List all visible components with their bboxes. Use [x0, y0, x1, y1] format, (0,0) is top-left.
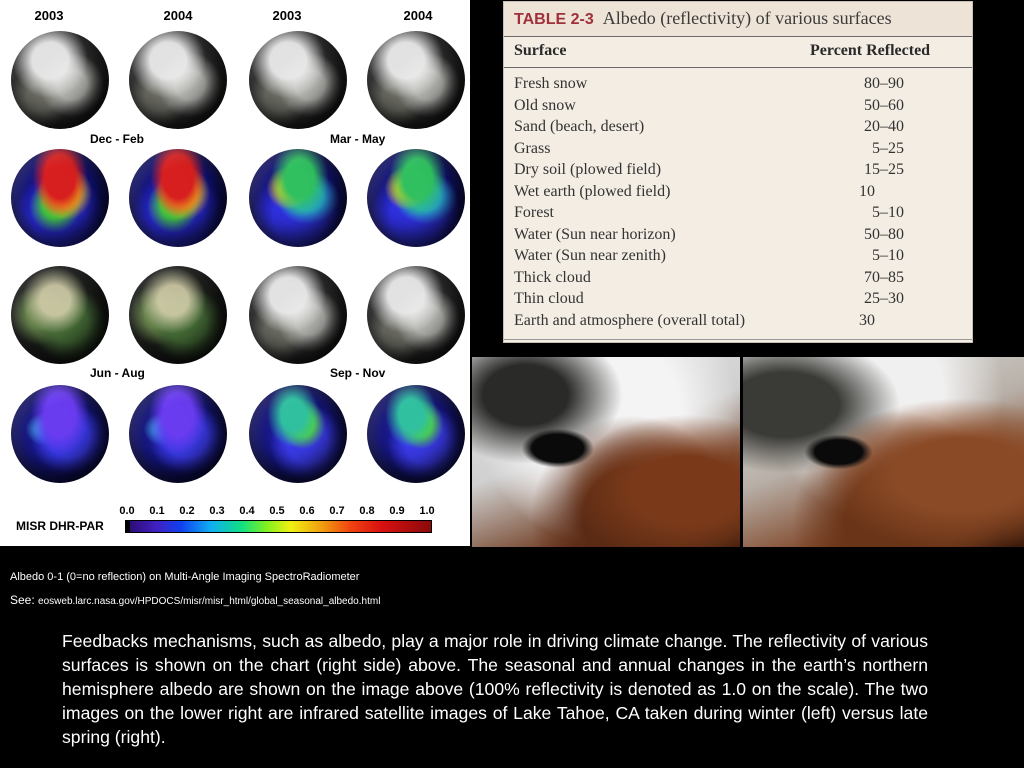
seasonal-albedo-figure: [0, 0, 470, 546]
scale-tick: 0.7: [329, 505, 345, 517]
percent-cell: 80–90: [864, 75, 904, 92]
table-rule: [504, 67, 972, 68]
percent-cell: 50–80: [864, 225, 904, 243]
globe-visible: [129, 31, 227, 129]
color-scale-cap: [125, 520, 130, 533]
surface-cell: Water (Sun near zenith): [514, 247, 666, 264]
surface-cell: Sand (beach, desert): [514, 118, 645, 135]
globe-visible: [11, 266, 109, 364]
color-scale-bar: [125, 520, 432, 533]
scale-title: MISR DHR-PAR: [16, 519, 104, 533]
surface-cell: Thick cloud: [514, 268, 591, 286]
table-row: [504, 312, 972, 334]
surface-cell: Earth and atmosphere (overall total): [514, 311, 746, 329]
table-title-text: Albedo (reflectivity) of various surfaces: [602, 8, 892, 28]
globe-albedo: [367, 385, 465, 483]
globe-visible: [249, 31, 347, 129]
source-url: eosweb.larc.nasa.gov/HPDOCS/misr/misr_html/global_seasonal_albedo.html: [38, 596, 381, 607]
globe-visible: [129, 266, 227, 364]
percent-cell: 5–10: [872, 204, 904, 221]
surface-cell: Fresh snow: [514, 75, 588, 92]
percent-cell: 5–10: [872, 247, 904, 264]
lake-tahoe-spring-image: [743, 357, 1024, 547]
surface-cell: Thin cloud: [514, 290, 584, 307]
scale-ticks: [112, 505, 442, 519]
table-number: TABLE 2-3: [514, 11, 594, 28]
table-body: [504, 75, 972, 333]
surface-cell: Old snow: [514, 96, 576, 114]
globe-albedo: [367, 149, 465, 247]
source-label: See:: [10, 593, 39, 607]
table-row: [504, 97, 972, 119]
table-row: [504, 161, 972, 183]
scale-tick: 0.6: [299, 505, 315, 517]
table-row: [504, 226, 972, 248]
season-label: Jun - Aug: [90, 366, 145, 380]
table-row: [504, 204, 972, 226]
globe-albedo: [11, 385, 109, 483]
globe-visible: [11, 31, 109, 129]
globe-albedo: [249, 149, 347, 247]
season-label: Mar - May: [330, 132, 386, 146]
scale-tick: 0.8: [359, 505, 375, 517]
year-label: 2003: [272, 8, 302, 23]
percent-cell: 30: [859, 311, 875, 329]
globe-albedo: [129, 149, 227, 247]
globe-albedo: [249, 385, 347, 483]
scale-tick: 0.9: [389, 505, 405, 517]
season-label: Dec - Feb: [90, 132, 145, 146]
table-row: [504, 247, 972, 269]
surface-cell: Forest: [514, 204, 554, 221]
source-line: [10, 593, 380, 607]
surface-cell: Wet earth (plowed field): [514, 182, 671, 200]
scale-tick: 1.0: [419, 505, 435, 517]
column-header-surface: Surface: [514, 42, 567, 59]
albedo-table: [503, 1, 973, 343]
column-header-percent: Percent Reflected: [810, 42, 931, 59]
table-row: [504, 269, 972, 291]
table-row: [504, 183, 972, 205]
table-rule: [504, 36, 972, 37]
percent-cell: 10: [859, 182, 875, 200]
table-row: [504, 118, 972, 140]
globe-albedo: [129, 385, 227, 483]
percent-cell: 15–25: [864, 161, 904, 178]
percent-cell: 5–25: [872, 139, 904, 157]
figure-caption: Albedo 0-1 (0=no reflection) on Multi-Angle Imaging SpectroRadiometer: [10, 571, 360, 583]
globe-visible: [367, 31, 465, 129]
table-row: [504, 140, 972, 162]
globe-albedo: [11, 149, 109, 247]
surface-cell: Grass: [514, 139, 551, 157]
scale-tick: 0.0: [119, 505, 135, 517]
lake-tahoe-winter-image: [472, 357, 740, 547]
scale-tick: 0.1: [149, 505, 165, 517]
scale-tick: 0.2: [179, 505, 195, 517]
globe-visible: [249, 266, 347, 364]
year-label: 2004: [403, 8, 433, 23]
table-title: [514, 8, 892, 29]
percent-cell: 50–60: [864, 96, 904, 114]
surface-cell: Dry soil (plowed field): [514, 161, 662, 178]
season-label: Sep - Nov: [330, 366, 386, 380]
table-rule: [504, 339, 972, 340]
table-row: [504, 290, 972, 312]
surface-cell: Water (Sun near horizon): [514, 225, 676, 243]
table-row: [504, 75, 972, 97]
percent-cell: 25–30: [864, 290, 904, 307]
scale-tick: 0.4: [239, 505, 255, 517]
scale-tick: 0.3: [209, 505, 225, 517]
year-label: 2004: [163, 8, 193, 23]
year-label: 2003: [34, 8, 64, 23]
scale-tick: 0.5: [269, 505, 285, 517]
globe-visible: [367, 266, 465, 364]
percent-cell: 20–40: [864, 118, 904, 135]
body-paragraph: Feedbacks mechanisms, such as albedo, play a major role in driving climate change. The reflectivity of various surfaces is shown on the chart (right side) above. The seasonal and annual changes in the earth’s northern hemisphere albedo are shown on the image above (100% reflectivity is denoted as 1.0 on the scale). The two images on the lower right are infrared satellite images of Lake Tahoe, CA taken during winter (left) versus late spring (right).: [62, 631, 928, 747]
percent-cell: 70–85: [864, 268, 904, 286]
